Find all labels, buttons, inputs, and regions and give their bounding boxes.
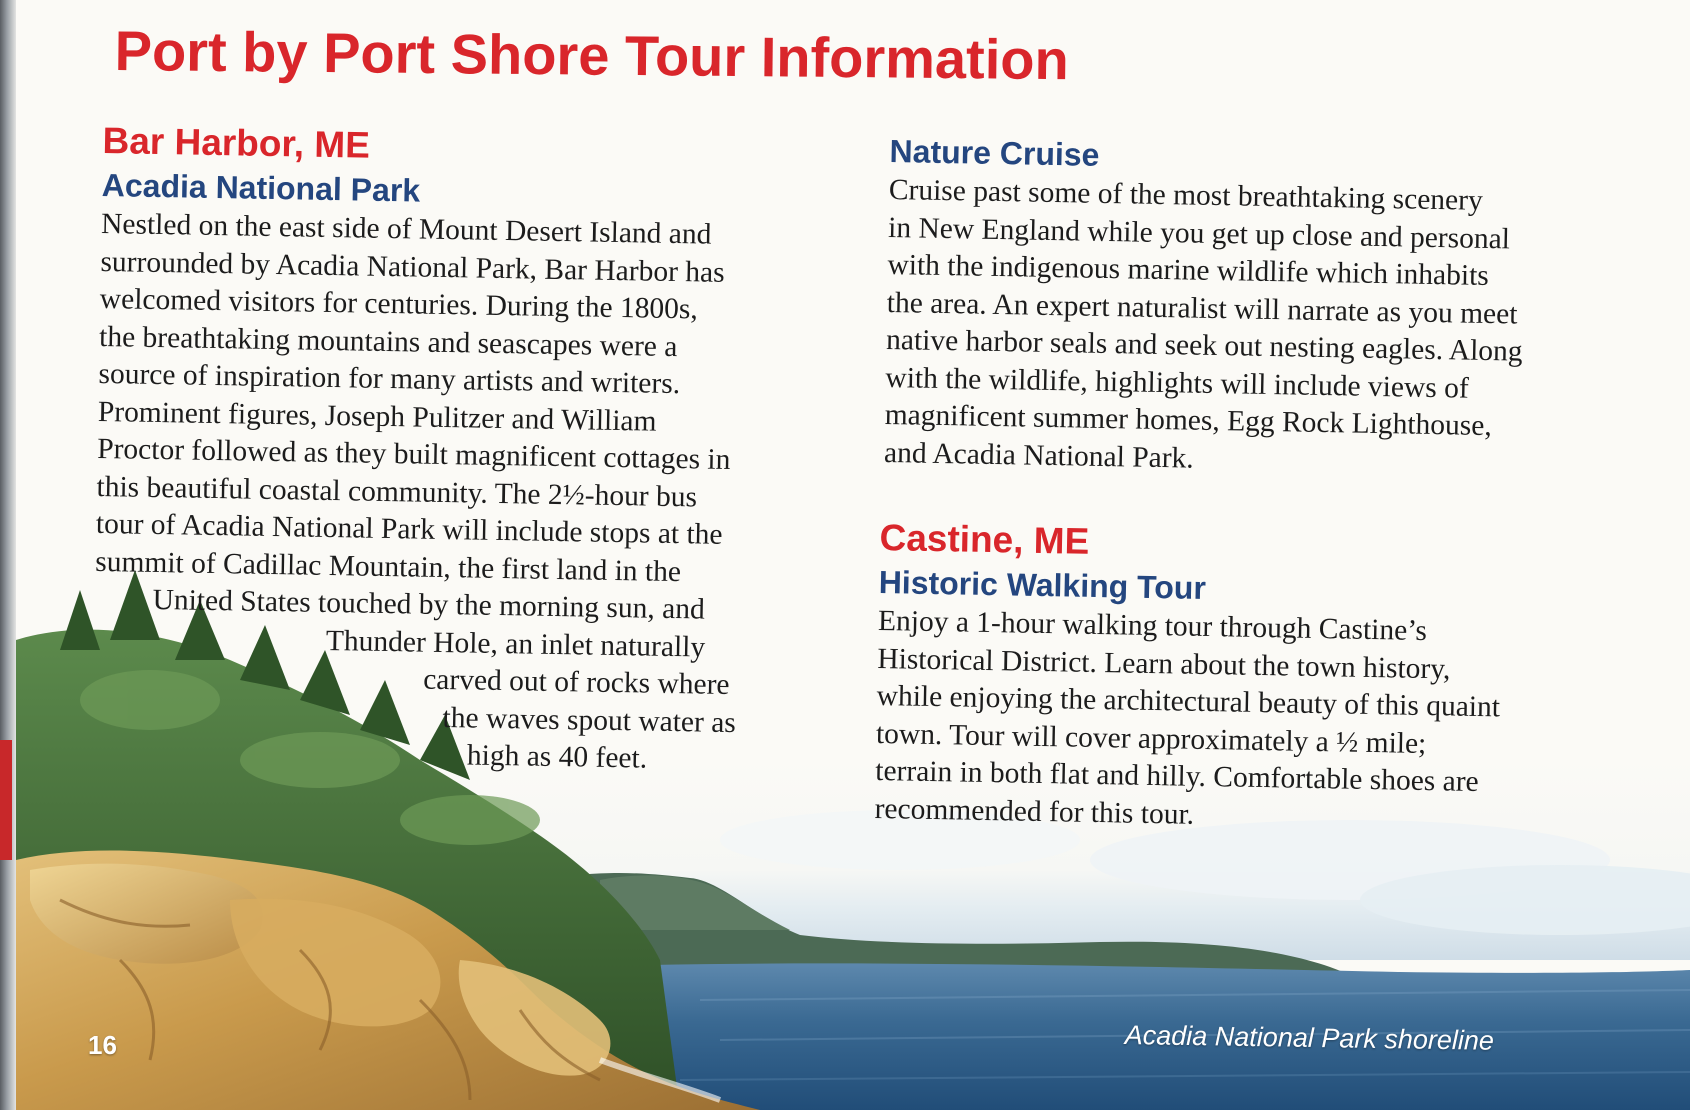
section-nature-cruise bbox=[884, 130, 1630, 486]
text-line: summit of Cadillac Mountain, the first land in the bbox=[94, 545, 682, 588]
text-line: recommended for this tour. bbox=[874, 792, 1195, 831]
text-line: magnificent summer homes, Egg Rock Lighthouse, bbox=[884, 398, 1493, 443]
text-line: United States touched by the morning sun, and bbox=[152, 583, 706, 626]
bar-harbor-description bbox=[92, 206, 842, 781]
section-castine bbox=[874, 515, 1620, 842]
text-line: surrounded by Acadia National Park, Bar Harbor has bbox=[100, 245, 725, 289]
tour-heading-historic-walking: Historic Walking Tour bbox=[878, 563, 1207, 606]
binding-edge bbox=[0, 0, 16, 1110]
text-line: this beautiful coastal community. The 2½-hour bus bbox=[96, 470, 698, 513]
text-line: Prominent figures, Joseph Pulitzer and William bbox=[97, 395, 657, 438]
text-line: and Acadia National Park. bbox=[883, 436, 1194, 475]
text-line: the waves spout water as bbox=[442, 701, 737, 739]
text-line: Proctor followed as they built magnificent cottages in bbox=[96, 432, 731, 476]
text-line: Historical District. Learn about the town history, bbox=[877, 642, 1451, 685]
page-title: Port by Port Shore Tour Information bbox=[114, 18, 1070, 92]
tour-heading-nature-cruise: Nature Cruise bbox=[889, 132, 1100, 173]
text-line: Thunder Hole, an inlet naturally bbox=[325, 624, 706, 664]
text-line: Enjoy a 1-hour walking tour through Castine’s bbox=[877, 604, 1428, 648]
text-line: while enjoying the architectural beauty of this quaint bbox=[876, 679, 1501, 724]
text-line: carved out of rocks where bbox=[422, 663, 730, 702]
text-line: town. Tour will cover approximately a ½ mile; bbox=[875, 717, 1427, 760]
text-line: with the indigenous marine wildlife which inhabits bbox=[887, 248, 1490, 292]
text-line: the area. An expert naturalist will narrate as you meet bbox=[886, 286, 1518, 331]
text-line: the breathtaking mountains and seascapes were a bbox=[98, 320, 678, 363]
text-line: Nestled on the east side of Mount Desert Island and bbox=[100, 207, 712, 251]
tour-heading-acadia: Acadia National Park bbox=[101, 166, 421, 209]
section-bar-harbor bbox=[92, 118, 843, 781]
text-line: in New England while you get up close and personal bbox=[887, 211, 1511, 255]
text-line: source of inspiration for many artists and writers. bbox=[98, 357, 681, 401]
place-heading-castine: Castine, ME bbox=[879, 516, 1090, 562]
place-heading-bar-harbor: Bar Harbor, ME bbox=[102, 119, 371, 166]
text-line: Cruise past some of the most breathtaking scenery bbox=[888, 173, 1484, 217]
photo-caption: Acadia National Park shoreline bbox=[1124, 1020, 1495, 1056]
page-number: 16 bbox=[88, 1030, 117, 1060]
binding-red-tab bbox=[0, 740, 12, 860]
text-line: tour of Acadia National Park will include stops at the bbox=[95, 507, 723, 551]
nature-cruise-description bbox=[884, 172, 1629, 486]
text-line: with the wildlife, highlights will include views of bbox=[885, 361, 1470, 405]
castine-description bbox=[874, 603, 1618, 842]
text-line: terrain in both flat and hilly. Comfortable shoes are bbox=[875, 754, 1479, 799]
text-line: welcomed visitors for centuries. During the 1800s, bbox=[99, 282, 699, 326]
text-line: native harbor seals and seek out nesting eagles. Along bbox=[885, 323, 1523, 368]
text-line: high as 40 feet. bbox=[466, 739, 648, 775]
